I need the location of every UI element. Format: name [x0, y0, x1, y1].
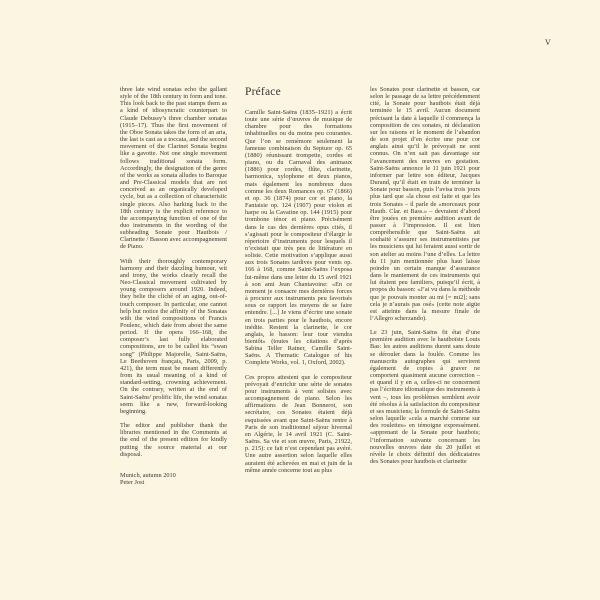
- paragraph: les Sonates pour clarinette et basson, car selon le passage de sa lettre précédemment cité, la Sonate pour hautbois était déjà terminée le 15 avril. Aucun document précisant la date à laquelle il commença la composition de ces sonates, ni déclaration sur les raisons et le moment de l’abandon de son projet d’en écrire une pour cor anglais ainsi qu’il le prévoyait ne sont connus. On n’en sait pas davantage sur l’avancement des œuvres en gestation. Saint-Saëns annonce le 11 juin 1921 pour informer par lettre son éditeur, Jacques Durand, qu’il était en train de terminer la Sonate pour basson, puis l’avisa trois jours plus tard que «la chose est faite et que les trois Sonates – il parle de «morceaux pour Hautb. Clar. et Bass.» – devraient d’abord être jouées en première audition avant de passer à l’impression. Il est bien compréhensible que Saint-Saëns ait souhaité s’assurer ses instrumentistes par les musiciens qui lui feraient aussi sortir de son atelier au moins l’une d’elles. La lettre du 11 juin mentionnée plus haut laisse poindre un certain manque d’assurance dans le maniement de ces instruments qui lui étaient peu familiers, puisqu’il écrit, à propos du basson: «J’ai vu dans la méthode que je pouvais monter au mi [= mi2]; sans cela je n’aurais pas osé» (cette note aigüe est atteinte dans la mesure finale de l’Allegro scherzando).: [370, 86, 480, 322]
- paragraph: The editor and publisher thank the libraries mentioned in the Comments at the end of the present edition for kindly putting the source material at our disposal.: [120, 422, 227, 458]
- paragraph: Camille Saint-Saëns (1835–1921) a écrit toute une série d’œuvres de musique de chambre pour des formations inhabituelles ou du moins peu courantes. Que l’on se remémore seulement la fameuse combinaison du Septuor op. 65 (1880) réunissant trompette, cordes et piano, ou du Carnaval des animaux (1886) pour cordes, flûte, clarinette, harmonica, xylophone et deux pianos, mais également les nombreux duos comme les deux Romances op. 67 (1866) et op. 36 (1874) pour cor et piano, la Fantaisie op. 124 (1907) pour violon et harpe ou la Cavatine op. 144 (1915) pour trombone ténor et piano. Précisément dans le cas des dernières opus cités, il s’agissait pour le compositeur d’élargir le répertoire d’instruments pour lesquels il n’existait que très peu de littérature en soliste. Cette motivation s’applique aussi aux trois Sonates tardives pour vents op. 166 à 168, comme Saint-Saëns l’exposa lui-même dans une lettre du 15 avril 1921 à son ami Jean Chantavoine: «En ce moment je consacre mes dernières forces à procurer aux instruments peu favorisés sous ce rapport les moyens de se faire entendre. [...] Je viens d’écrire une sonate en trois parties pour le hautbois, encore inédite. Restent la clarinette, le cor anglais, le basson: leur tour viendra bientôt» (toutes les citations d’après Sabina Teller Ratner, Camille Saint-Saëns. A Thematic Catalogue of his Complete Works, vol. 1, Oxford, 2002).: [245, 109, 352, 367]
- signature-place: Munich, autumn 2010: [120, 471, 176, 479]
- paragraph: Ces propos attestent que le compositeur prévoyait d’enrichir une série de sonates pour instruments à vent solistes avec accompagnement de piano. Selon les affirmations de Jean Bonnerot, son secrétaire, ces Sonates étaient déjà esquissées avant que Saint-Saëns rentre à Paris de son traditionnel séjour hivernal en Algérie, le 14 avril 1921 (C. Saint-Saëns. Sa vie et son œuvre, Paris, 21922, p. 215): ce fait n’est cependant pas avéré. Une autre assertion selon laquelle elles auraient été achevées en mai et juin de la même année concerne tout au plus: [245, 373, 352, 474]
- section-heading: Préface: [245, 86, 281, 98]
- signature-name: Peter Jost: [120, 478, 145, 486]
- paragraph: three late wind sonatas echo the gallant style of the 18th century in form and tone. This look back to the past stamps them as a kind of idiosyncratic counterpart to Claude Debussy’s three chamber sonatas (1915–17). Thus the first movement of the Oboe Sonata takes the form of an aria, the last is cast as a toccata, and the second movement of the Clarinet Sonata begins like a gavotte. Not one single movement follows traditional sonata form. Accordingly, the designation of the genre of the works as sonata alludes to Baroque and Pre-Classical models that are not conceived as an organically developed cycle, but as a collection of characteristic single pieces. Also harking back to the 18th century is the explicit reference to the accompanying function of one of the duo instruments in the wording of the subheading Sonate pour Hautbois / Clarinette / Basson avec accompagnement de Piano.: [120, 86, 227, 251]
- column-preface: [245, 86, 352, 474]
- paragraph: Le 23 juin, Saint-Saëns fit état d’une première audition avec le hautboïste Louis Bas: les autres auditions durent sans doute se dérouler dans la foulée. Comme les manuscrits autographes qui servirent également de copies à graver ne comportent quasiment aucune correction – et quand il y en a, celles-ci ne concernent pas l’écriture idiomatique des instruments à vent –, tous les problèmes semblent avoir été résolus à la satisfaction du compositeur et ses musiciens; la formule de Saint-Saëns selon laquelle «cela a marché comme sur des roulettes» en témoigne expressément. «apprenant de la Sonate pour hautbois; l’information suivante concernant les nouvelles œuvres date du 20 juillet et révèle le choix définitif des dédicataires des Sonates pour hautbois et clarinette: [370, 329, 480, 465]
- column-english: [120, 86, 227, 486]
- paragraph: With their thoroughly contemporary harmony and their dazzling humour, wit and irony, the works clearly recall the Neo-Classical movement cultivated by young composers around 1920. Indeed, they belie the cliché of an aging, out-of-touch composer. In particular, one cannot help but notice the affinity of the Sonatas with the wind compositions of Francis Poulenc, which date from about the same period. If the opera 166–168, the composer’s last fully elaborated compositions, are to be called his “swan song” (Philippe Majorelle, Saint-Saëns, Le Beethoven français, Paris, 2009, p. 421), the term must be meant differently from its usual meaning of a kind of standard-setting, crowning achievement. On the contrary, written at the end of Saint-Saëns’ prolific life, the wind sonatas seem like a new, forward-looking beginning.: [120, 257, 227, 415]
- column-continued: [370, 86, 480, 465]
- page-number: V: [545, 38, 552, 47]
